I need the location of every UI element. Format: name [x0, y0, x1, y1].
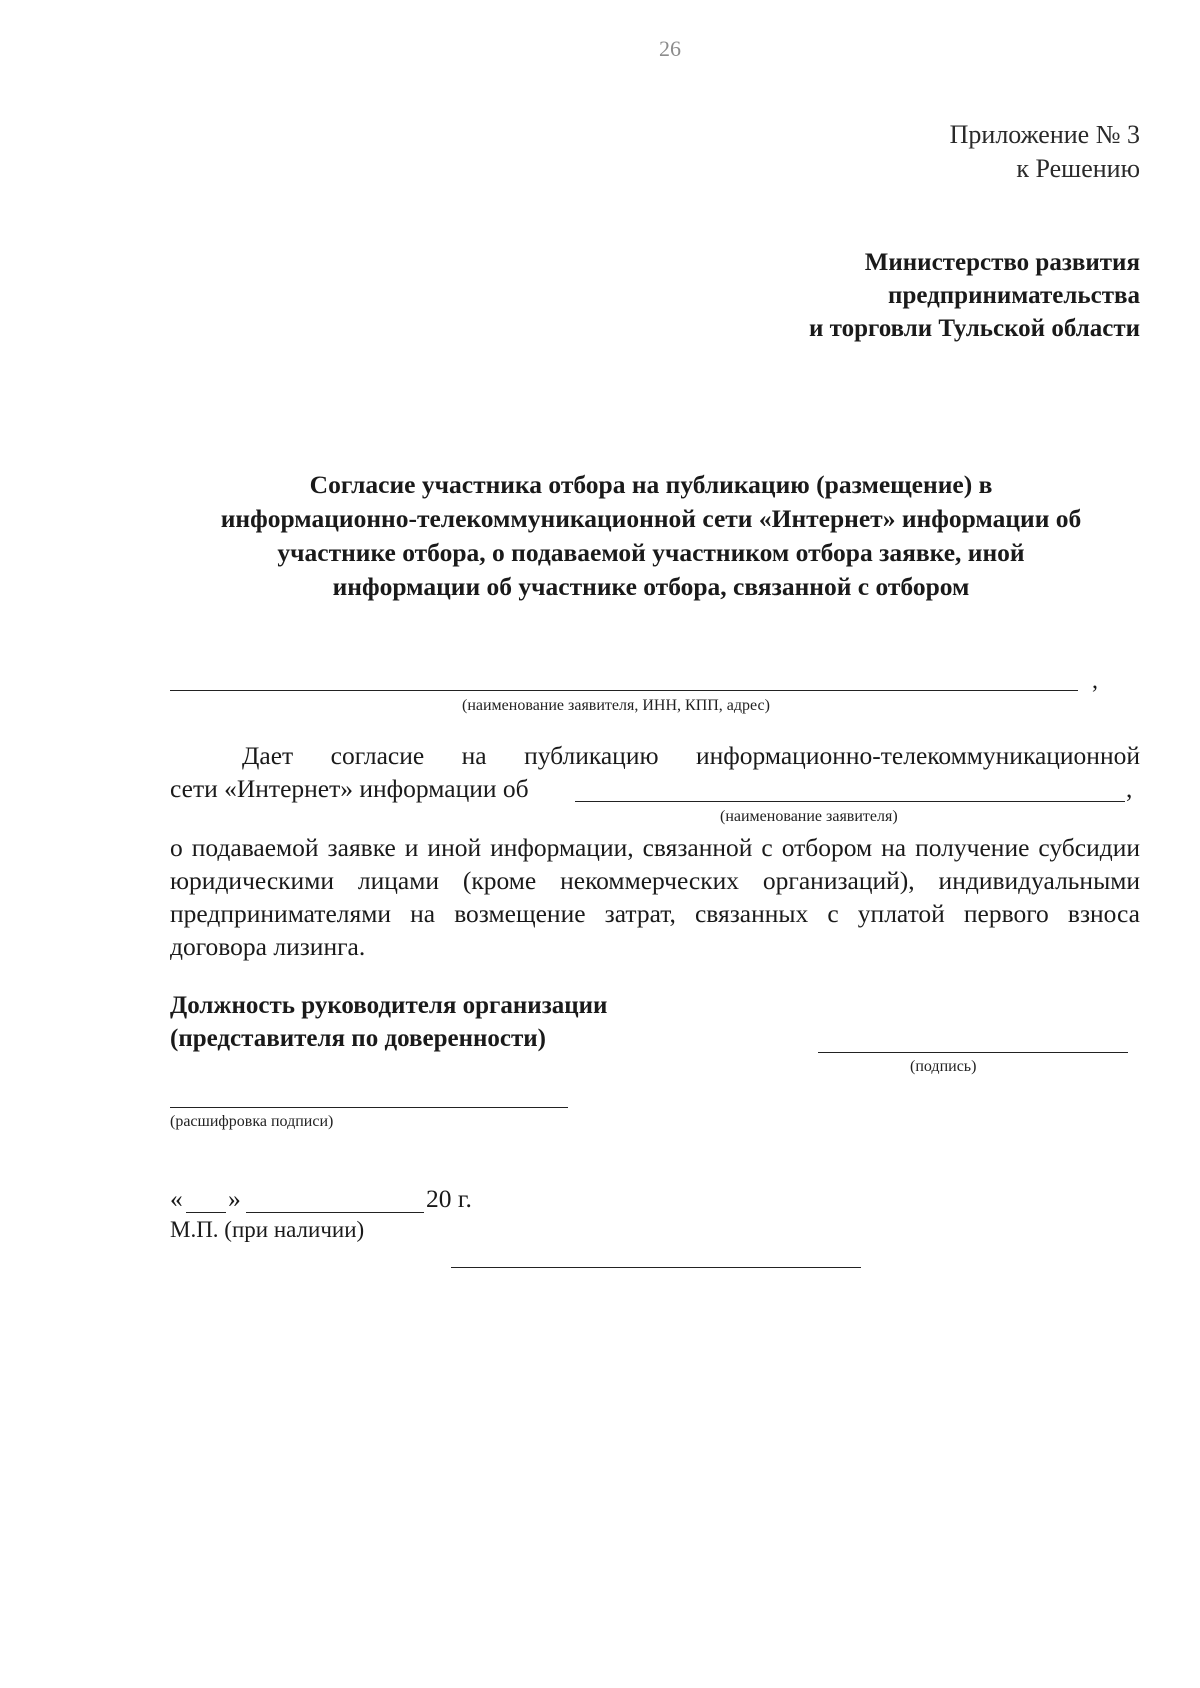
signature-decoding-field[interactable]: [170, 1107, 568, 1108]
signature-caption: (подпись): [910, 1058, 977, 1075]
signatory-line: (представителя по доверенности): [170, 1025, 547, 1052]
addressee-block: [809, 246, 1140, 345]
stamp-label: М.П. (при наличии): [170, 1217, 365, 1242]
date-year: 20 г.: [426, 1184, 472, 1213]
signatory-position: [170, 989, 607, 1055]
signature-decoding-caption: (расшифровка подписи): [170, 1113, 334, 1130]
applicant-short-name-field[interactable]: [575, 801, 1125, 802]
signatory-line: Должность руководителя организации: [170, 992, 608, 1019]
consent-line-2-comma: ,: [1126, 774, 1133, 803]
title-line: информации об участнике отбора, связанной с отбором: [332, 572, 970, 601]
page-number: 26: [659, 36, 681, 61]
signature-field[interactable]: [818, 1052, 1128, 1053]
title-line: участнике отбора, о подаваемой участником отбора заявке, иной: [277, 538, 1025, 567]
title-line: Согласие участника отбора на публикацию (размещение) в: [309, 470, 993, 499]
applicant-name-field[interactable]: [170, 690, 1078, 691]
date-close-quote: »: [228, 1184, 241, 1213]
addressee-line: и торговли Тульской области: [808, 315, 1140, 342]
closing-rule: [451, 1267, 861, 1268]
appendix-header: [950, 118, 1140, 186]
addressee-line: Министерство развития: [864, 249, 1140, 276]
consent-line-2: сети «Интернет» информации об: [170, 774, 529, 803]
consent-line-1: Дает согласие на публикацию информационно-телекоммуникационной: [242, 741, 1140, 770]
addressee-line: предпринимательства: [888, 282, 1140, 309]
document-title: [168, 468, 1134, 604]
consent-body: о подаваемой заявке и иной информации, связанной с отбором на получение субсидии юридическими лицами (кроме некоммерческих организаций), индивидуальными предпринимателями на возмещение затрат, связанных с уплатой первого взноса договора лизинга.: [170, 833, 1140, 961]
appendix-number: Приложение № 3: [949, 120, 1140, 149]
title-line: информационно-телекоммуникационной сети «Интернет» информации об: [220, 504, 1082, 533]
applicant-caption: (наименование заявителя, ИНН, КПП, адрес): [462, 697, 770, 714]
applicant-short-caption: (наименование заявителя): [720, 808, 898, 825]
appendix-reference: к Решению: [1016, 154, 1140, 183]
date-open-quote: «: [170, 1184, 183, 1213]
applicant-comma: ,: [1092, 668, 1098, 694]
